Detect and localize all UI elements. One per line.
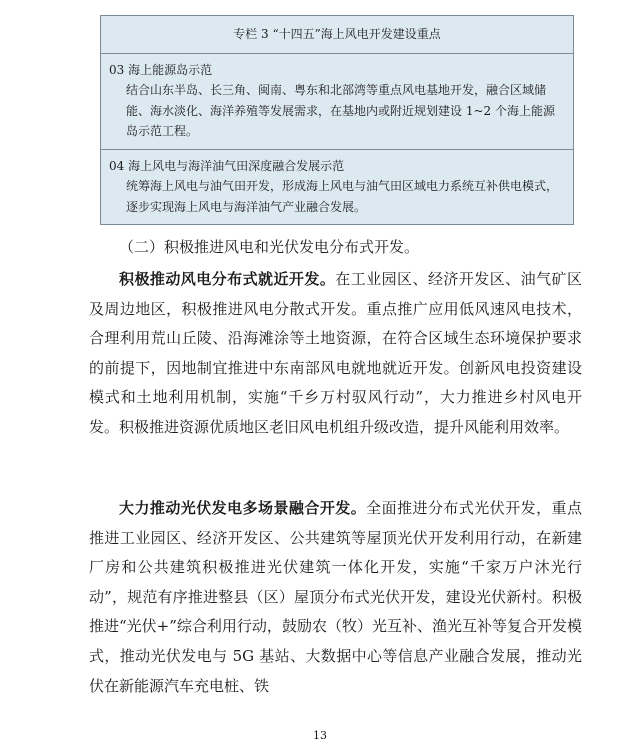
subsection-heading: （二）积极推进风电和光伏发电分布式开发。 xyxy=(119,238,420,256)
section-body: 统筹海上风电与油气田开发，形成海上风电与油气田区域电力系统互补供电模式，逐步实现海上风电与海洋油气产业融合发展。 xyxy=(126,179,559,214)
section-heading: 03 海上能源岛示范 xyxy=(109,63,213,77)
box-title: 专栏 3 “十四五”海上风电开发建设重点 xyxy=(101,16,573,54)
box-section-oil-gas-integration xyxy=(101,149,573,224)
paragraph-text: 全面推进分布式光伏开发，重点推进工业园区、经济开发区、公共建筑等屋顶光伏开发利用行动，在新建厂房和公共建筑积极推进光伏建筑一体化开发，实施“千家万户沐光行动”，规范有序推进整县（区）屋顶分布式光伏开发，建设光伏新村。积极推进“光伏+”综合利用行动，鼓励农（牧）光互补、渔光互补等复合开发模式，推动光伏发电与 5G 基站、大数据中心等信息产业融合发展，推动光伏在新能源汽车充电桩、铁 xyxy=(89,499,582,695)
paragraph-wind xyxy=(89,265,582,443)
paragraph-text: 在工业园区、经济开发区、油气矿区及周边地区，积极推进风电分散式开发。重点推广应用低风速风电技术，合理利用荒山丘陵、沿海滩涂等土地资源，在符合区域生态环境保护要求的前提下，因地制宜推进中东南部风电就地就近开发。创新风电投资建设模式和土地利用机制，实施“千乡万村驭风行动”，大力推进乡村风电开发。积极推进资源优质地区老旧风电机组升级改造，提升风能利用效率。 xyxy=(89,270,582,436)
paragraph-lead: 大力推动光伏发电多场景融合开发。 xyxy=(119,499,367,517)
paragraph-lead: 积极推动风电分布式就近开发。 xyxy=(119,270,336,288)
special-column-box xyxy=(100,15,574,225)
page-number: 13 xyxy=(313,729,327,742)
section-body: 结合山东半岛、长三角、闽南、粤东和北部湾等重点风电基地开发，融合区域储能、海水淡化、海洋养殖等发展需求，在基地内或附近规划建设 1~2 个海上能源岛示范工程。 xyxy=(126,83,555,138)
paragraph-solar xyxy=(89,494,582,701)
section-heading: 04 海上风电与海洋油气田深度融合发展示范 xyxy=(109,159,345,173)
box-section-energy-island xyxy=(101,54,573,149)
